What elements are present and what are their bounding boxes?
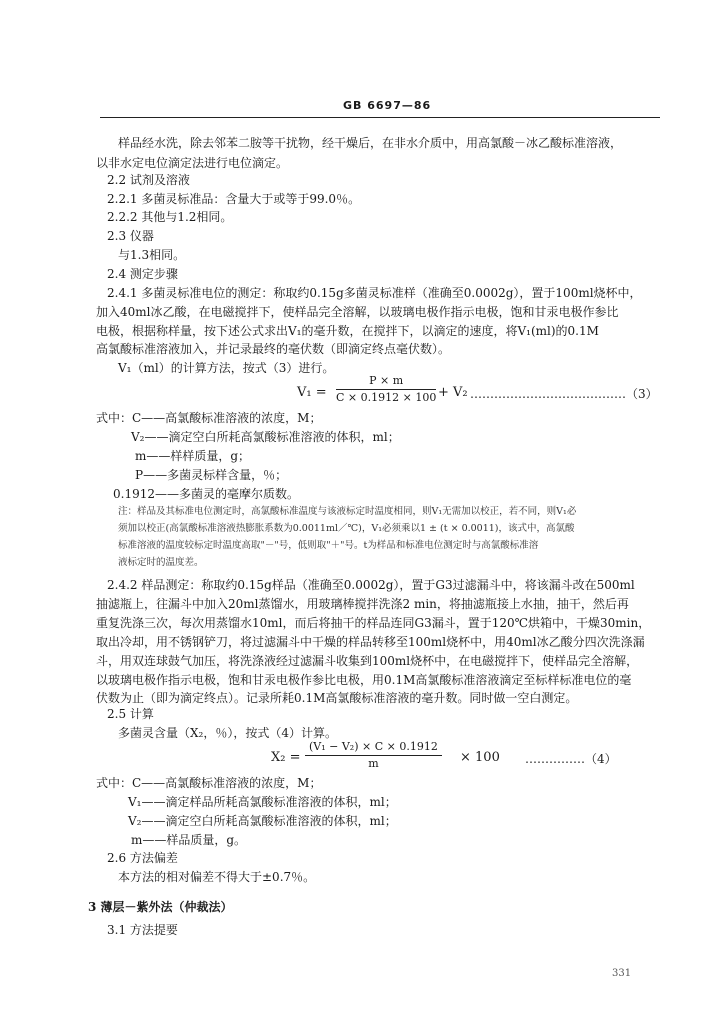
subsection-line: 2.2.1 多菌灵标准品：含量大于或等于99.0％。 — [107, 192, 361, 206]
header-rule — [100, 117, 660, 118]
paragraph-line: 伏数为止（即为滴定终点）。记录所耗0.1M高氯酸标准溶液的毫升数。同时做一空白测定。 — [96, 691, 578, 705]
note-line: 注：样品及其标准电位测定时，高氯酸标准温度与该液标定时温度相同，则V₁无需加以校正，若不同，则V₁必 — [118, 506, 577, 517]
definition-line: m——样样质量，g； — [135, 449, 251, 463]
note-line: 液标定时的温度差。 — [118, 557, 204, 568]
definition-line: m——样品质量，g。 — [131, 833, 247, 847]
equation-4-numerator: (V₁ − V₂) × C × 0.1912 — [305, 740, 442, 756]
equation-3-fraction — [336, 374, 436, 405]
equation-3-denominator: C × 0.1912 × 100 — [336, 391, 437, 404]
equation-3-numerator: P × m — [336, 374, 436, 390]
paragraph-line: 高氯酸标准溶液加入，并记录最终的毫伏数（即滴定终点毫伏数）。 — [96, 342, 451, 356]
paragraph-line: 本方法的相对偏差不得大于±0.7％。 — [118, 870, 316, 884]
paragraph-line: V₁（ml）的计算方法，按式（3）进行。 — [118, 361, 335, 375]
section-heading: 2.6 方法偏差 — [107, 851, 178, 865]
note-line: 标准溶液的温度较标定时温度高取"－"号，低则取"＋"号。t为样品和标准电位测定时与高氯酸标准溶 — [118, 540, 539, 551]
section-heading: 2.2 试剂及溶液 — [107, 173, 190, 187]
subsection-line: 2.2.2 其他与1.2相同。 — [107, 210, 233, 224]
page-header: GB 6697—86 — [343, 99, 432, 112]
paragraph-line: 样品经水洗，除去邻苯二胺等干扰物，经干燥后，在非水介质中，用高氯酸－冰乙酸标准溶液， — [118, 136, 623, 150]
definition-line: V₁——滴定样品所耗高氯酸标准溶液的体积，ml； — [128, 795, 397, 809]
definition-line: V₂——滴定空白所耗高氯酸标准溶液的体积，ml； — [131, 430, 400, 444]
section-heading: 2.3 仪器 — [107, 229, 154, 243]
paragraph-line: 电极，根据称样量，按下述公式求出V₁的毫升数，在搅拌下，以滴定的速度，将V₁(ml)的0.1M — [96, 324, 599, 338]
equation-4-denominator: m — [368, 757, 379, 770]
definition-line: P——多菌灵标样含量，％； — [135, 468, 288, 482]
equation-4-tag: ……………（4） — [525, 752, 617, 766]
paragraph-line: 与1.3相同。 — [118, 248, 186, 262]
page-number: 331 — [612, 968, 632, 979]
paragraph-line: 2.4.2 样品测定：称取约0.15g样品（准确至0.0002g），置于G3过滤漏斗中，将该漏斗改在500ml — [107, 578, 635, 592]
definition-line: 式中：C——高氯酸标准溶液的浓度，M； — [96, 776, 322, 790]
paragraph-line: 抽滤瓶上，往漏斗中加入20ml蒸馏水，用玻璃棒搅拌洗涤2 min，将抽滤瓶接上水抽，抽干，然后再 — [96, 597, 629, 611]
equation-4-fraction — [305, 740, 442, 771]
definition-line: 0.1912——多菌灵的毫摩尔质数。 — [113, 487, 299, 501]
paragraph-line: 多菌灵含量（X₂，％），按式（4）计算。 — [118, 726, 337, 740]
paragraph-line: 取出冷却，用不锈钢铲刀，将过滤漏斗中干燥的样品转移至100ml烧杯中，用40ml冰乙酸分四次洗涤漏 — [96, 635, 645, 649]
note-line: 须加以校正(高氯酸标准溶液热膨胀系数为0.0011ml／℃)，V₁必须乘以1 ± (t × 0.0011)，该式中，高氯酸 — [118, 523, 575, 534]
equation-3-tag: …………………………………（3） — [470, 387, 658, 401]
paragraph-line: 2.4.1 多菌灵标准电位的测定：称取约0.15g多菌灵标准样（准确至0.0002g），置于100ml烧杯中， — [107, 286, 642, 300]
equation-4-left: X₂ = — [271, 750, 301, 765]
equation-3-right: + V₂ — [438, 385, 468, 400]
paragraph-line: 以玻璃电极作指示电极，饱和甘汞电极作参比电极，用0.1M高氯酸标准溶液滴定至标样标准电位的毫 — [96, 673, 632, 687]
equation-3-left: V₁ = — [297, 385, 327, 400]
equation-4-right: × 100 — [460, 750, 500, 765]
definition-line: V₂——滴定空白所耗高氯酸标准溶液的体积，ml； — [128, 814, 397, 828]
paragraph-line: 重复洗涤三次，每次用蒸馏水10ml，而后将抽干的样品连同G3漏斗，置于120℃烘箱中，干燥30min， — [96, 616, 651, 630]
section-heading: 2.4 测定步骤 — [107, 267, 178, 281]
definition-line: 式中：C——高氯酸标准溶液的浓度，M； — [96, 411, 322, 425]
section-heading: 3.1 方法提要 — [107, 923, 178, 937]
chapter-heading: 3 薄层－紫外法（仲裁法） — [88, 900, 233, 914]
paragraph-line: 以非水定电位滴定法进行电位滴定。 — [96, 156, 289, 170]
paragraph-line: 加入40ml冰乙酸，在电磁搅拌下，使样品完全溶解，以玻璃电极作指示电极，饱和甘汞电极作参比 — [96, 305, 619, 319]
section-heading: 2.5 计算 — [107, 707, 154, 721]
paragraph-line: 斗，用双连球鼓气加压，将洗涤液经过滤漏斗收集到100ml烧杯中，在电磁搅拌下，使样品完全溶解， — [96, 654, 639, 668]
